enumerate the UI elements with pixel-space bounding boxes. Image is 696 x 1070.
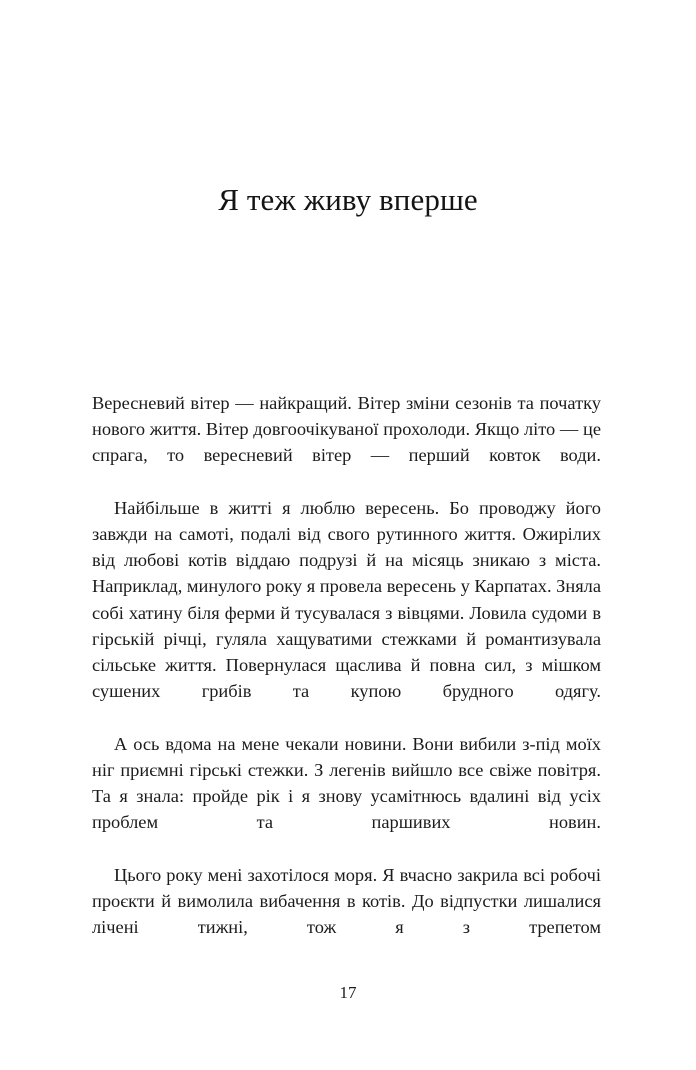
body-paragraph: Вересневий вітер — найкращий. Вітер зміни сезонів та початку нового життя. Вітер довгоочікуваної прохолоди. Якщо літо — це спрага, то вересневий вітер — перший ковток води. [92,393,601,466]
page-number: 17 [339,983,357,1002]
body-paragraph: Цього року мені захотілося моря. Я вчасно закрила всі робочі проєкти й вимолила вибачення в котів. До відпустки лишалися лічені тижні, тож я з трепетом [92,864,601,938]
body-paragraph: А ось вдома на мене чекали новини. Вони вибили з-під моїх ніг приємні гірські стежки. З легенів вийшло все свіже повітря. Та я знала: пройде рік і я знову усамітнюсь вдалині від усіх проблем та паршивих новин. [92,733,601,833]
body-text-block [92,390,601,966]
chapter-title: Я теж живу вперше [218,181,478,217]
body-paragraph: Найбільше в житті я люблю вересень. Бо проводжу його завжди на самоті, подалі від свого рутинного життя. Ожирілих від любові котів віддаю подрузі й на місяць зникаю з міста. Наприклад, минулого року я провела вересень у Карпатах. Зняла собі хатину біля ферми й тусувалася з вівцями. Ловила судоми в гірській річці, гуляла хащуватими стежками й романтизувала сільське життя. Повернулася щаслива й повна сил, з мішком сушених грибів та купою брудного одягу. [92,497,601,702]
